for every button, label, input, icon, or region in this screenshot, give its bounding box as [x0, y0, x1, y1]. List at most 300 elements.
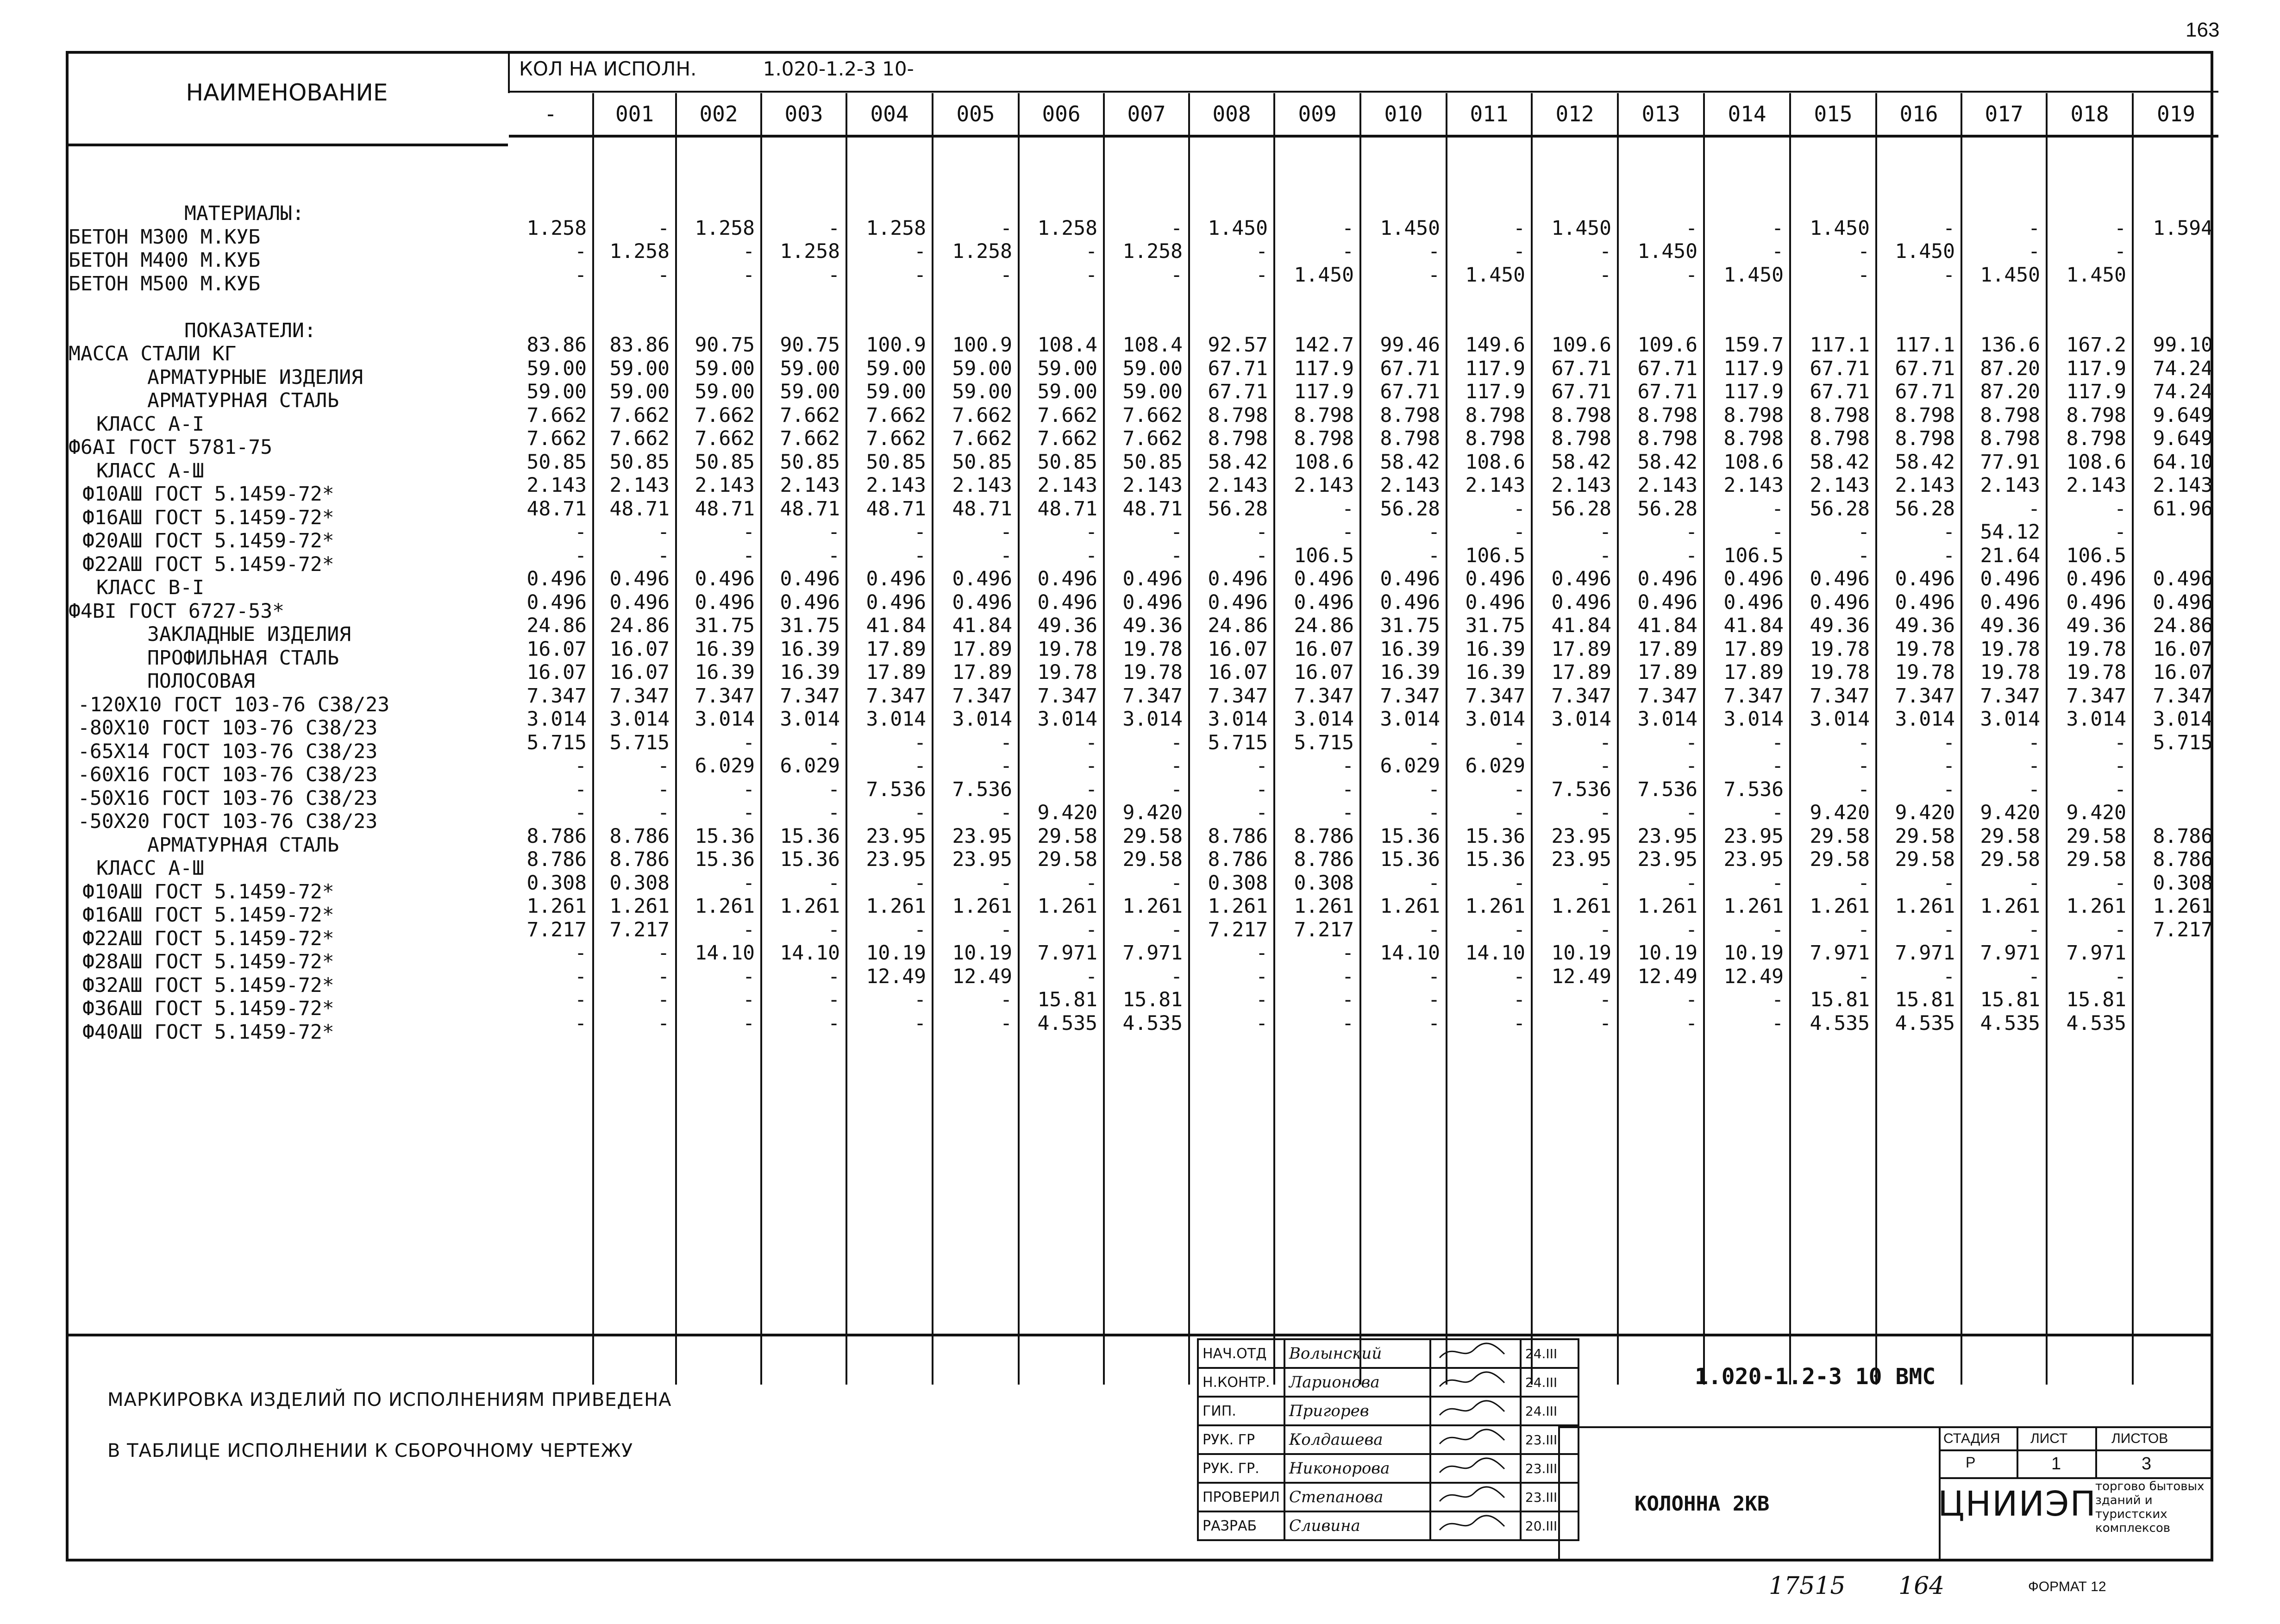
value-cell: - — [1599, 1011, 1611, 1035]
value-cell: 92.57 — [1208, 333, 1268, 357]
value-cell: - — [1171, 965, 1183, 988]
value-cell: 8.798 — [1208, 427, 1268, 451]
stamp-role: Н.КОНТР. — [1198, 1368, 1284, 1397]
value-cell: - — [743, 263, 755, 287]
value-cell: 67.71 — [1810, 357, 1870, 380]
value-cell: 7.971 — [1895, 941, 1955, 965]
value-cell: - — [1599, 918, 1611, 941]
value-cell: 5.715 — [609, 731, 670, 754]
value-cell: - — [1000, 918, 1012, 941]
value-cell: 8.786 — [2153, 848, 2213, 872]
column-header-cell — [676, 93, 761, 138]
value-cell: - — [1256, 941, 1268, 965]
value-cell: 8.798 — [1465, 403, 1525, 427]
value-cell: 67.71 — [1380, 357, 1440, 380]
value-cell: 0.496 — [866, 567, 926, 591]
value-cell: 19.78 — [1895, 661, 1955, 684]
value-cell: 8.798 — [2066, 427, 2126, 451]
value-cell: - — [1685, 520, 1697, 544]
value-cell: - — [1256, 520, 1268, 544]
value-cell: 15.36 — [780, 824, 840, 848]
value-cell: 5.715 — [2153, 731, 2213, 754]
value-cell: 8.786 — [1208, 848, 1268, 872]
value-cell: 0.496 — [1551, 567, 1611, 591]
value-cell: 1.261 — [609, 895, 670, 918]
value-cell: 0.496 — [1723, 590, 1784, 614]
value-cell: 7.347 — [780, 684, 840, 708]
value-cell: 87.20 — [1980, 380, 2040, 404]
value-cell: 0.496 — [1895, 590, 1955, 614]
value-cell: 59.00 — [866, 357, 926, 380]
value-cell: - — [1171, 520, 1183, 544]
value-cell: 67.71 — [1380, 380, 1440, 404]
value-cell — [2134, 310, 2213, 334]
stage-value: Р — [1966, 1454, 1976, 1471]
value-column — [1360, 138, 1447, 1385]
value-column-cells — [2048, 138, 2132, 1376]
value-column — [1790, 138, 1876, 1385]
value-cell: 10.19 — [1637, 941, 1697, 965]
value-cell: - — [1171, 871, 1183, 895]
value-cell: - — [1000, 263, 1012, 287]
value-cell: - — [2028, 871, 2040, 895]
value-cell: 1.261 — [1637, 895, 1697, 918]
value-cell: - — [658, 965, 670, 988]
value-cell: 117.9 — [1723, 357, 1784, 380]
value-cell: - — [1428, 965, 1440, 988]
value-cell: 50.85 — [526, 450, 587, 474]
value-cell: - — [1256, 754, 1268, 778]
value-cell: 7.662 — [780, 403, 840, 427]
value-cell: 16.07 — [526, 637, 587, 661]
value-cell: 29.58 — [1980, 848, 2040, 872]
value-cell: 15.36 — [1465, 848, 1525, 872]
stamp-role: РУК. ГР. — [1198, 1454, 1284, 1483]
value-cell: 56.28 — [1551, 497, 1611, 520]
value-cell: 50.85 — [952, 450, 1012, 474]
row-name: КЛАСС А-I — [96, 412, 204, 436]
value-cell — [1705, 287, 1784, 310]
value-cell — [1275, 193, 1354, 217]
value-cell: 16.39 — [780, 637, 840, 661]
value-cell: 24.86 — [609, 614, 670, 638]
value-column — [2133, 138, 2218, 1385]
value-cell: 7.971 — [1980, 941, 2040, 965]
value-cell: - — [1685, 871, 1697, 895]
value-cell: 2.143 — [952, 474, 1012, 497]
value-cell — [594, 287, 670, 310]
column-header: 018 — [2048, 93, 2132, 138]
value-cell: 16.39 — [1465, 661, 1525, 684]
value-cell: - — [1513, 801, 1525, 825]
value-cell: - — [2028, 754, 2040, 778]
value-cell — [2134, 778, 2213, 802]
value-cell: 56.28 — [1637, 497, 1697, 520]
value-cell: 29.58 — [1122, 824, 1183, 848]
value-cell: - — [1943, 263, 1955, 287]
value-cell: 0.496 — [1637, 567, 1697, 591]
value-cell: 2.143 — [1980, 474, 2040, 497]
value-cell: 2.143 — [1465, 474, 1525, 497]
value-cell: 7.347 — [609, 684, 670, 708]
value-cell: - — [1256, 263, 1268, 287]
value-cell: - — [1428, 544, 1440, 567]
value-cell: 7.347 — [1980, 684, 2040, 708]
value-cell: - — [1342, 988, 1354, 1012]
value-cell: - — [914, 731, 926, 754]
column-header: 014 — [1705, 93, 1789, 138]
value-cell: - — [1171, 731, 1183, 754]
value-cell: 1.450 — [1294, 263, 1354, 287]
organization-name: ЦНИИЭП — [1938, 1484, 2097, 1524]
value-cell: 17.89 — [1637, 637, 1697, 661]
column-header: 006 — [1020, 93, 1103, 138]
column-header: 010 — [1361, 93, 1446, 138]
value-cell: 7.217 — [2153, 918, 2213, 941]
value-cell: 59.00 — [695, 380, 755, 404]
value-cell: 3.014 — [866, 708, 926, 731]
value-cell: 0.496 — [609, 590, 670, 614]
value-cell: 19.78 — [1810, 661, 1870, 684]
value-cell: 117.9 — [1465, 380, 1525, 404]
stamp-signature — [1430, 1397, 1521, 1425]
value-cell: - — [1943, 965, 1955, 988]
value-cell: 2.143 — [1723, 474, 1784, 497]
value-cell: - — [1171, 544, 1183, 567]
value-cell: 7.662 — [609, 427, 670, 451]
column-header: 011 — [1447, 93, 1531, 138]
value-cell: - — [743, 240, 755, 263]
value-cell: 2.143 — [1637, 474, 1697, 497]
value-cell: 15.81 — [1122, 988, 1183, 1012]
value-cell: 7.347 — [1895, 684, 1955, 708]
value-cell: 8.798 — [1208, 403, 1268, 427]
value-cell: 29.58 — [1037, 824, 1097, 848]
value-cell: 12.49 — [952, 965, 1012, 988]
value-cell: 1.450 — [1895, 240, 1955, 263]
stamp-name: Никонорова — [1284, 1454, 1430, 1483]
value-cell: - — [914, 754, 926, 778]
value-column-cells — [1705, 138, 1789, 1376]
value-cell: 136.6 — [1980, 333, 2040, 357]
value-cell: 0.496 — [2153, 590, 2213, 614]
stamp-role: НАЧ.ОТД — [1198, 1339, 1284, 1368]
value-cell: 10.19 — [1551, 941, 1611, 965]
row-name: БЕТОН М300 М.КУБ — [69, 225, 261, 249]
value-cell: 2.143 — [1551, 474, 1611, 497]
value-cell: 16.07 — [526, 661, 587, 684]
stamp-row — [1198, 1454, 1578, 1483]
value-cell: 61.96 — [2153, 497, 2213, 520]
value-cell: - — [1599, 544, 1611, 567]
value-cell: 117.1 — [1895, 333, 1955, 357]
row-name: -80X10 ГОСТ 103-76 С38/23 — [78, 716, 378, 740]
value-cell: - — [1685, 731, 1697, 754]
signature-stamp — [1197, 1338, 1579, 1541]
name-column-cell — [66, 51, 509, 1385]
value-cell: 8.798 — [1810, 427, 1870, 451]
value-cell: 49.36 — [1122, 614, 1183, 638]
stamp-row — [1198, 1483, 1578, 1511]
value-cell: 7.662 — [609, 403, 670, 427]
value-cell: - — [658, 216, 670, 240]
value-cell: - — [1000, 544, 1012, 567]
column-header: 016 — [1877, 93, 1961, 138]
value-cell: - — [1000, 1011, 1012, 1035]
value-cell — [1791, 287, 1870, 310]
value-cell: 8.798 — [1895, 403, 1955, 427]
value-cell: 1.450 — [1208, 216, 1268, 240]
value-cell: 0.496 — [1810, 590, 1870, 614]
value-cell: 7.971 — [1810, 941, 1870, 965]
row-name: Ф6АI ГОСТ 5781-75 — [69, 436, 273, 459]
value-cell: 15.36 — [1380, 848, 1440, 872]
row-name: Ф10АШ ГОСТ 5.1459-72* — [82, 483, 334, 506]
value-column — [846, 138, 933, 1385]
value-cell: - — [1342, 216, 1354, 240]
value-cell: 0.496 — [1294, 590, 1354, 614]
value-column — [1704, 138, 1790, 1385]
value-cell: - — [575, 778, 587, 801]
value-cell: - — [1685, 801, 1697, 825]
value-cell — [2048, 193, 2126, 217]
value-cell: - — [743, 918, 755, 941]
row-name: ЗАКЛАДНЫЕ ИЗДЕЛИЯ — [147, 623, 351, 646]
value-cell: 0.496 — [695, 590, 755, 614]
value-cell: 23.95 — [1723, 824, 1784, 848]
value-cell: 67.71 — [1208, 357, 1268, 380]
row-name: ПРОФИЛЬНАЯ СТАЛЬ — [147, 646, 339, 670]
value-cell: - — [1256, 240, 1268, 263]
value-cell: - — [828, 918, 840, 941]
value-cell: - — [828, 1011, 840, 1035]
value-cell: 59.00 — [1122, 357, 1183, 380]
column-header-cell — [1019, 93, 1104, 138]
value-cell: - — [1772, 520, 1784, 544]
stamp-row — [1198, 1368, 1578, 1397]
qty-label: КОЛ НА ИСПОЛН. — [519, 57, 697, 80]
value-column-cells — [847, 138, 932, 1376]
value-cell: 7.662 — [1037, 403, 1097, 427]
value-cell — [1791, 193, 1870, 217]
value-cell: - — [1858, 544, 1870, 567]
value-cell: - — [1513, 240, 1525, 263]
row-name: КЛАСС А-Ш — [96, 857, 204, 880]
value-cell: - — [2028, 778, 2040, 801]
value-cell: 83.86 — [609, 333, 670, 357]
value-cell: - — [1943, 871, 1955, 895]
value-cell: 24.86 — [526, 614, 587, 638]
value-cell: 10.19 — [952, 941, 1012, 965]
value-cell: 142.7 — [1294, 333, 1354, 357]
value-cell: 19.78 — [1810, 637, 1870, 661]
stage-label: СТАДИЯ — [1943, 1431, 2000, 1446]
value-cell: 50.85 — [609, 450, 670, 474]
value-column — [1189, 138, 1274, 1385]
value-cell: 23.95 — [1637, 824, 1697, 848]
value-cell: 10.19 — [1723, 941, 1784, 965]
value-cell: 9.649 — [2153, 403, 2213, 427]
value-cell: 7.347 — [2066, 684, 2126, 708]
value-cell — [762, 193, 840, 217]
value-cell: - — [1342, 1011, 1354, 1035]
value-column-cells — [1533, 138, 1617, 1376]
value-cell: 24.86 — [2153, 614, 2213, 638]
value-cell — [1533, 287, 1611, 310]
value-cell: 8.786 — [1208, 824, 1268, 848]
value-cell: 0.496 — [695, 567, 755, 591]
value-cell — [2134, 988, 2213, 1012]
value-cell: 0.496 — [1465, 590, 1525, 614]
sheet-value: 1 — [2051, 1454, 2061, 1474]
value-cell — [1020, 193, 1097, 217]
value-cell: 117.9 — [2066, 357, 2126, 380]
value-cell: 1.261 — [1723, 895, 1784, 918]
value-cell: 2.143 — [1122, 474, 1183, 497]
value-cell — [1361, 287, 1440, 310]
value-cell: 15.81 — [2066, 988, 2126, 1012]
sheet-label: ЛИСТ — [2030, 1431, 2068, 1446]
value-cell: 56.28 — [1810, 497, 1870, 520]
stamp-row — [1198, 1397, 1578, 1425]
stamp-date: 23.III — [1521, 1483, 1578, 1511]
value-cell: 1.261 — [2153, 895, 2213, 918]
value-cell: 117.9 — [1465, 357, 1525, 380]
value-cell: - — [743, 778, 755, 801]
column-header: 001 — [594, 93, 675, 138]
value-cell: 9.420 — [1980, 801, 2040, 825]
value-cell: 8.798 — [1723, 403, 1784, 427]
column-header-cell — [1104, 93, 1189, 138]
value-cell: 4.535 — [1980, 1011, 2040, 1035]
value-cell: 17.89 — [1723, 637, 1784, 661]
value-cell: 2.143 — [1895, 474, 1955, 497]
value-cell: 2.143 — [1380, 474, 1440, 497]
column-header-cell — [1876, 93, 1961, 138]
column-header-cell — [761, 93, 846, 138]
value-cell: - — [658, 778, 670, 801]
value-cell: 67.71 — [1895, 380, 1955, 404]
value-cell — [1275, 287, 1354, 310]
value-cell: - — [1858, 520, 1870, 544]
value-cell: 1.450 — [1551, 216, 1611, 240]
format-label: ФОРМАТ 12 — [2028, 1579, 2106, 1594]
value-cell: - — [1000, 216, 1012, 240]
value-cell: 16.07 — [1208, 661, 1268, 684]
value-cell: 58.42 — [1810, 450, 1870, 474]
stamp-signature — [1430, 1368, 1521, 1397]
value-cell: - — [1943, 544, 1955, 567]
value-cell: 8.786 — [526, 824, 587, 848]
value-cell: 0.496 — [780, 567, 840, 591]
value-cell: 108.6 — [1465, 450, 1525, 474]
value-cell: - — [2028, 497, 2040, 520]
value-cell: - — [828, 801, 840, 825]
value-cell: - — [1428, 918, 1440, 941]
value-cell: 0.308 — [2153, 871, 2213, 895]
value-cell: - — [575, 941, 587, 965]
value-cell: 2.143 — [609, 474, 670, 497]
value-cell: 23.95 — [866, 848, 926, 872]
value-cell: 9.420 — [1810, 801, 1870, 825]
value-cell: - — [743, 544, 755, 567]
row-name: Ф40АШ ГОСТ 5.1459-72* — [82, 1020, 334, 1044]
value-cell: 16.39 — [695, 661, 755, 684]
value-cell: 0.308 — [609, 871, 670, 895]
value-cell: - — [1256, 778, 1268, 801]
value-column — [1274, 138, 1360, 1385]
value-cell: 50.85 — [695, 450, 755, 474]
value-cell: 23.95 — [1637, 848, 1697, 872]
value-cell: - — [1599, 754, 1611, 778]
value-cell: 8.798 — [1294, 427, 1354, 451]
value-cell: 117.9 — [1294, 357, 1354, 380]
value-cell: 106.5 — [2066, 544, 2126, 567]
value-cell: 9.420 — [1037, 801, 1097, 825]
value-cell: 67.71 — [1637, 357, 1697, 380]
value-cell: 15.81 — [1980, 988, 2040, 1012]
value-cell: 1.258 — [1037, 216, 1097, 240]
value-cell: 7.971 — [1037, 941, 1097, 965]
value-cell: - — [828, 520, 840, 544]
value-cell: 59.00 — [1122, 380, 1183, 404]
row-name: Ф28АШ ГОСТ 5.1459-72* — [82, 950, 334, 973]
value-cell — [1619, 193, 1697, 217]
value-column-cells — [1619, 138, 1703, 1376]
value-cell: 1.261 — [1980, 895, 2040, 918]
value-cell: 7.536 — [866, 778, 926, 801]
column-header: 007 — [1105, 93, 1188, 138]
column-header-cell — [1274, 93, 1360, 138]
value-cell: 59.00 — [952, 380, 1012, 404]
value-column — [1961, 138, 2047, 1385]
value-cell: - — [828, 544, 840, 567]
value-cell: 59.00 — [866, 380, 926, 404]
value-cell: 0.496 — [1465, 567, 1525, 591]
value-cell: 58.42 — [1637, 450, 1697, 474]
value-cell: - — [1256, 988, 1268, 1012]
value-cell: 59.00 — [609, 380, 670, 404]
value-cell: - — [575, 1011, 587, 1035]
column-header-cell — [593, 93, 676, 138]
value-cell: 1.450 — [1380, 216, 1440, 240]
value-cell — [762, 287, 840, 310]
value-cell: 1.261 — [866, 895, 926, 918]
value-cell: 1.261 — [526, 895, 587, 918]
value-cell: 8.798 — [1980, 427, 2040, 451]
value-cell: 16.39 — [1465, 637, 1525, 661]
value-cell: 19.78 — [1980, 637, 2040, 661]
value-cell: 48.71 — [866, 497, 926, 520]
value-cell: - — [575, 263, 587, 287]
value-cell: 100.9 — [952, 333, 1012, 357]
value-cell — [509, 287, 587, 310]
value-cell: 74.24 — [2153, 380, 2213, 404]
value-cell: 16.07 — [1294, 637, 1354, 661]
row-name: БЕТОН М400 М.КУБ — [69, 249, 261, 272]
value-cell: 6.029 — [695, 754, 755, 778]
value-cell: - — [828, 731, 840, 754]
column-header: 015 — [1791, 93, 1875, 138]
value-cell: 7.347 — [526, 684, 587, 708]
stage-head-rule — [1939, 1449, 2213, 1451]
value-cell — [509, 310, 587, 334]
value-cell: - — [1342, 497, 1354, 520]
value-cell: - — [1599, 871, 1611, 895]
value-cell: 0.496 — [526, 567, 587, 591]
value-cell: - — [1085, 544, 1097, 567]
value-cell: - — [575, 988, 587, 1012]
